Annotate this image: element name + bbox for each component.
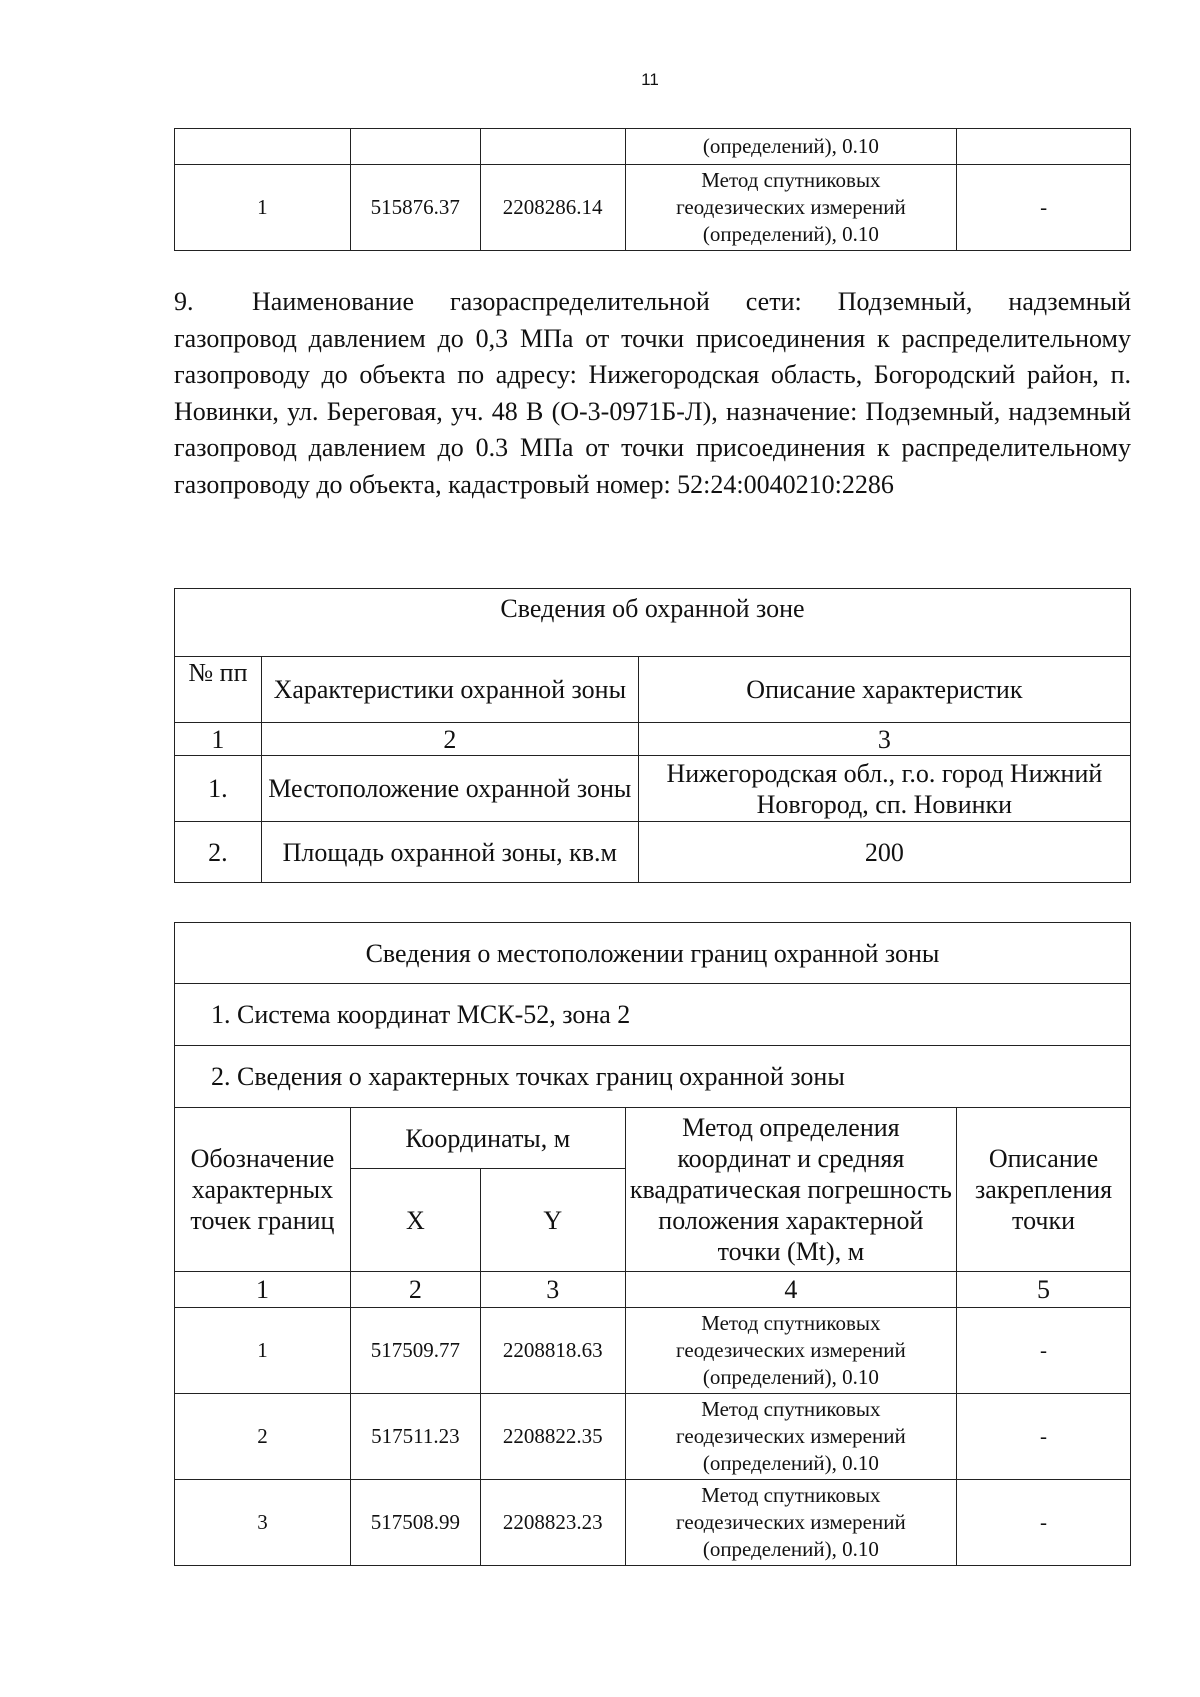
coordinate-system: 1. Система координат МСК-52, зона 2 <box>175 984 1131 1046</box>
column-number: 1 <box>175 723 262 756</box>
table-row <box>175 1308 1131 1394</box>
section-text: Наименование газораспределительной сети: Подземный, надземный газопровод давлением до 0,3 МПа от точки присоединения к распределительному газопроводу до объекта по адресу: Нижегородская область, Богородский район, п. Новинки, ул. Береговая, уч. 48 В (О-3-0971Б-Л), назначение: Подземный, надземный газопровод давлением до 0.3 МПа от точки присоединения к распределительному газопроводу до объекта, кадастровый номер: 52:24:0040210:2286 <box>174 287 1131 499</box>
table-cell <box>350 129 480 165</box>
method-line: Метод спутниковых <box>701 1397 881 1421</box>
table-cell: - <box>957 1308 1131 1394</box>
table-cell: Нижегородская обл., г.о. город Нижний Новгород, сп. Новинки <box>638 756 1130 822</box>
protection-zone-table <box>174 588 1131 883</box>
table-title: Сведения о местоположении границ охранной зоны <box>175 923 1131 984</box>
column-header: Описание закрепления точки <box>957 1108 1131 1272</box>
method-line: Метод спутниковых <box>701 1483 881 1507</box>
section-number: 9. <box>174 287 194 316</box>
method-line: геодезических измерений <box>676 1510 906 1534</box>
table-row <box>175 822 1131 883</box>
table-cell: 2. <box>175 822 262 883</box>
table-cell: 2208286.14 <box>480 165 625 251</box>
table-row <box>175 1046 1131 1108</box>
method-line: Метод спутниковых <box>701 1311 881 1335</box>
table-header-row <box>175 1108 1131 1169</box>
method-line: геодезических измерений <box>676 1338 906 1362</box>
table-cell: Площадь охранной зоны, кв.м <box>261 822 638 883</box>
table-row <box>175 723 1131 756</box>
table-cell: 517508.99 <box>350 1480 480 1566</box>
table-row <box>175 923 1131 984</box>
table-cell: 3 <box>175 1480 351 1566</box>
table-cell <box>480 129 625 165</box>
table-cell: 2208818.63 <box>480 1308 625 1394</box>
column-header: Обозначение характерных точек границ <box>175 1108 351 1272</box>
table-row <box>175 589 1131 657</box>
table-row <box>175 1394 1131 1480</box>
method-line: (определений), 0.10 <box>702 1365 879 1389</box>
column-number: 5 <box>957 1272 1131 1308</box>
method-line: (определений), 0.10 <box>702 134 879 158</box>
table-cell <box>625 165 957 251</box>
table-cell: 2 <box>175 1394 351 1480</box>
table-cell <box>625 1308 956 1394</box>
table-cell: 517509.77 <box>350 1308 480 1394</box>
table-cell: 1 <box>175 165 351 251</box>
table-cell: - <box>957 1480 1131 1566</box>
method-line: геодезических измерений <box>676 1424 906 1448</box>
table-cell: 2208823.23 <box>480 1480 625 1566</box>
table-cell: 200 <box>638 822 1130 883</box>
table-cell: 517511.23 <box>350 1394 480 1480</box>
column-number: 4 <box>625 1272 956 1308</box>
table-cell <box>957 129 1131 165</box>
table-row <box>175 1272 1131 1308</box>
method-line: Метод спутниковых <box>701 168 881 192</box>
column-header: Координаты, м <box>350 1108 625 1169</box>
column-number: 2 <box>350 1272 480 1308</box>
table-cell: - <box>957 165 1131 251</box>
column-header: X <box>350 1169 480 1272</box>
column-number: 3 <box>480 1272 625 1308</box>
table-cell: - <box>957 1394 1131 1480</box>
boundary-location-table <box>174 922 1131 1566</box>
points-title: 2. Сведения о характерных точках границ охранной зоны <box>175 1046 1131 1108</box>
table-row <box>175 165 1131 251</box>
table-header-row <box>175 657 1131 723</box>
table-cell: Местоположение охранной зоны <box>261 756 638 822</box>
table-cell <box>625 1394 956 1480</box>
column-number: 2 <box>261 723 638 756</box>
coordinates-continuation-table <box>174 128 1131 251</box>
table-cell: 515876.37 <box>350 165 480 251</box>
section-paragraph <box>174 284 1131 503</box>
method-line: (определений), 0.10 <box>702 222 879 246</box>
page-number: 11 <box>641 70 659 89</box>
table-cell <box>625 129 957 165</box>
column-header: Метод определения координат и средняя квадратическая погрешность положения характерной точки (Mt), м <box>625 1108 956 1272</box>
table-cell <box>625 1480 956 1566</box>
table-cell: 1 <box>175 1308 351 1394</box>
table-row <box>175 129 1131 165</box>
table-row <box>175 1480 1131 1566</box>
table-cell: 1. <box>175 756 262 822</box>
column-header: № пп <box>175 657 262 723</box>
table-row <box>175 984 1131 1046</box>
table-cell: 2208822.35 <box>480 1394 625 1480</box>
column-header: Характеристики охранной зоны <box>261 657 638 723</box>
column-header: Y <box>480 1169 625 1272</box>
table-cell <box>175 129 351 165</box>
method-line: (определений), 0.10 <box>702 1537 879 1561</box>
method-line: геодезических измерений <box>676 195 906 219</box>
table-row <box>175 756 1131 822</box>
column-number: 3 <box>638 723 1130 756</box>
column-number: 1 <box>175 1272 351 1308</box>
table-title: Сведения об охранной зоне <box>175 589 1131 657</box>
method-line: (определений), 0.10 <box>702 1451 879 1475</box>
column-header: Описание характеристик <box>638 657 1130 723</box>
